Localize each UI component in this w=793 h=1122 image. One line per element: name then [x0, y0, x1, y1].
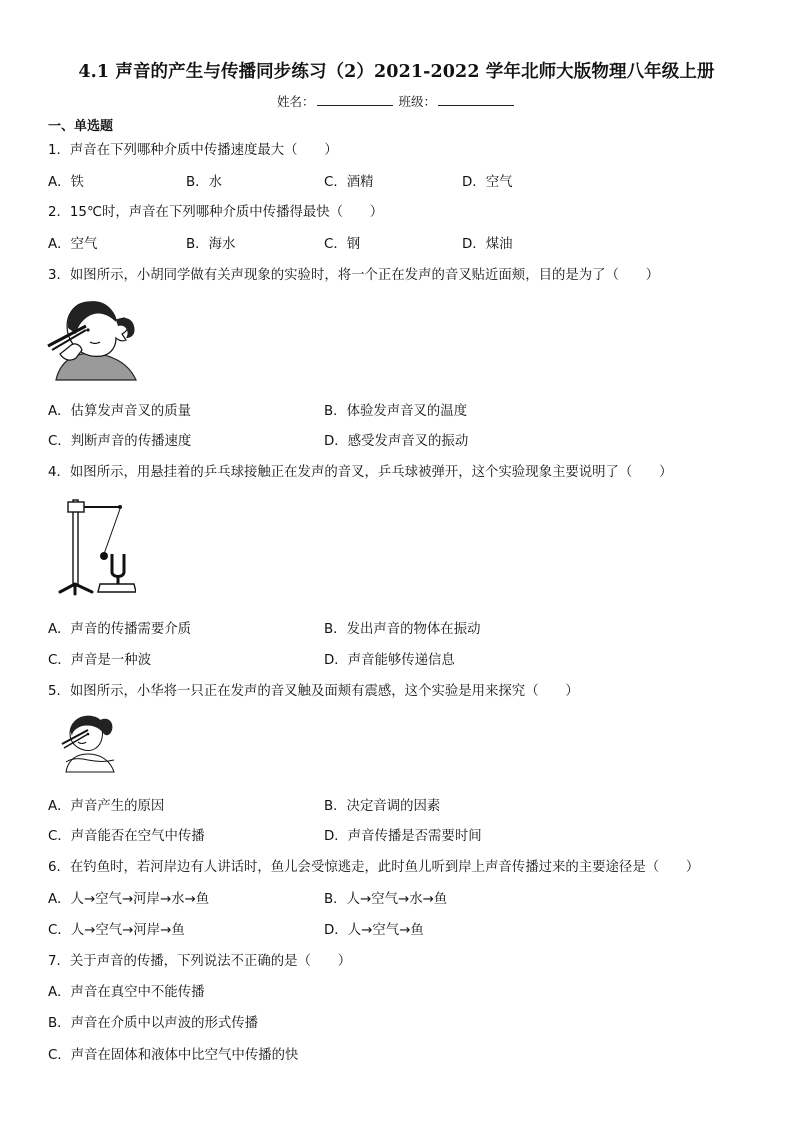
- section-heading: 一、单选题: [48, 119, 114, 134]
- q3-option-d: D．感受发声音叉的振动: [324, 434, 469, 449]
- question-4-stem: 4．如图所示，用悬挂着的乒乓球接触正在发声的音叉，乒乓球被弹开，这个实验现象主要说明了（ ）: [48, 465, 673, 480]
- question-7-stem: 7．关于声音的传播，下列说法不正确的是（ ）: [48, 954, 352, 969]
- q1-option-b: B．水: [186, 175, 222, 190]
- q6-option-c: C．人→空气→河岸→鱼: [48, 923, 185, 938]
- question-2-stem: 2．15℃时，声音在下列哪种介质中传播得最快（ ）: [48, 205, 384, 220]
- q6-option-b: B．人→空气→水→鱼: [324, 892, 448, 907]
- q3-option-c: C．判断声音的传播速度: [48, 434, 192, 449]
- q1-option-d: D．空气: [462, 175, 513, 190]
- q2-option-a: A．空气: [48, 237, 98, 252]
- q7-option-c: C．声音在固体和液体中比空气中传播的快: [48, 1048, 299, 1063]
- question-1-stem: 1．声音在下列哪种介质中传播速度最大（ ）: [48, 143, 338, 158]
- girl-tuning-fork-figure: [46, 296, 138, 382]
- q3-option-a: A．估算发声音叉的质量: [48, 404, 192, 419]
- q7-option-a: A．声音在真空中不能传播: [48, 985, 205, 1000]
- q1-option-c: C．酒精: [324, 175, 374, 190]
- q2-option-b: B．海水: [186, 237, 236, 252]
- question-5-stem: 5．如图所示，小华将一只正在发声的音叉触及面颊有震感，这个实验是用来探究（ ）: [48, 684, 579, 699]
- q5-option-c: C．声音能否在空气中传播: [48, 829, 205, 844]
- q4-option-c: C．声音是一种波: [48, 653, 152, 668]
- name-blank[interactable]: [317, 93, 393, 106]
- question-6-stem: 6．在钓鱼时，若河岸边有人讲话时，鱼儿会受惊逃走，此时鱼儿听到岸上声音传播过来的主要途径是（ ）: [48, 860, 700, 875]
- q6-option-a: A．人→空气→河岸→水→鱼: [48, 892, 210, 907]
- class-blank[interactable]: [438, 93, 514, 106]
- student-info: [0, 92, 793, 110]
- q2-option-c: C．钢: [324, 237, 361, 252]
- q4-option-b: B．发出声音的物体在振动: [324, 622, 481, 637]
- page-title: 4.1 声音的产生与传播同步练习（2）2021-2022 学年北师大版物理八年级上册: [78, 62, 715, 82]
- q5-option-b: B．决定音调的因素: [324, 799, 441, 814]
- child-tuning-fork-figure: [58, 712, 116, 774]
- question-3-stem: 3．如图所示，小胡同学做有关声现象的实验时，将一个正在发声的音叉贴近面颊，目的是为了（ ）: [48, 268, 660, 283]
- class-label: 班级：: [398, 94, 436, 109]
- pendulum-tuning-fork-figure: [56, 492, 136, 596]
- name-label: 姓名：: [276, 94, 315, 109]
- q4-option-a: A．声音的传播需要介质: [48, 622, 192, 637]
- q6-option-d: D．人→空气→鱼: [324, 923, 424, 938]
- q3-option-b: B．体验发声音叉的温度: [324, 404, 468, 419]
- q5-option-d: D．声音传播是否需要时间: [324, 829, 482, 844]
- q4-option-d: D．声音能够传递信息: [324, 653, 455, 668]
- q2-option-d: D．煤油: [462, 237, 513, 252]
- q7-option-b: B．声音在介质中以声波的形式传播: [48, 1016, 259, 1031]
- q1-option-a: A．铁: [48, 175, 84, 190]
- q5-option-a: A．声音产生的原因: [48, 799, 165, 814]
